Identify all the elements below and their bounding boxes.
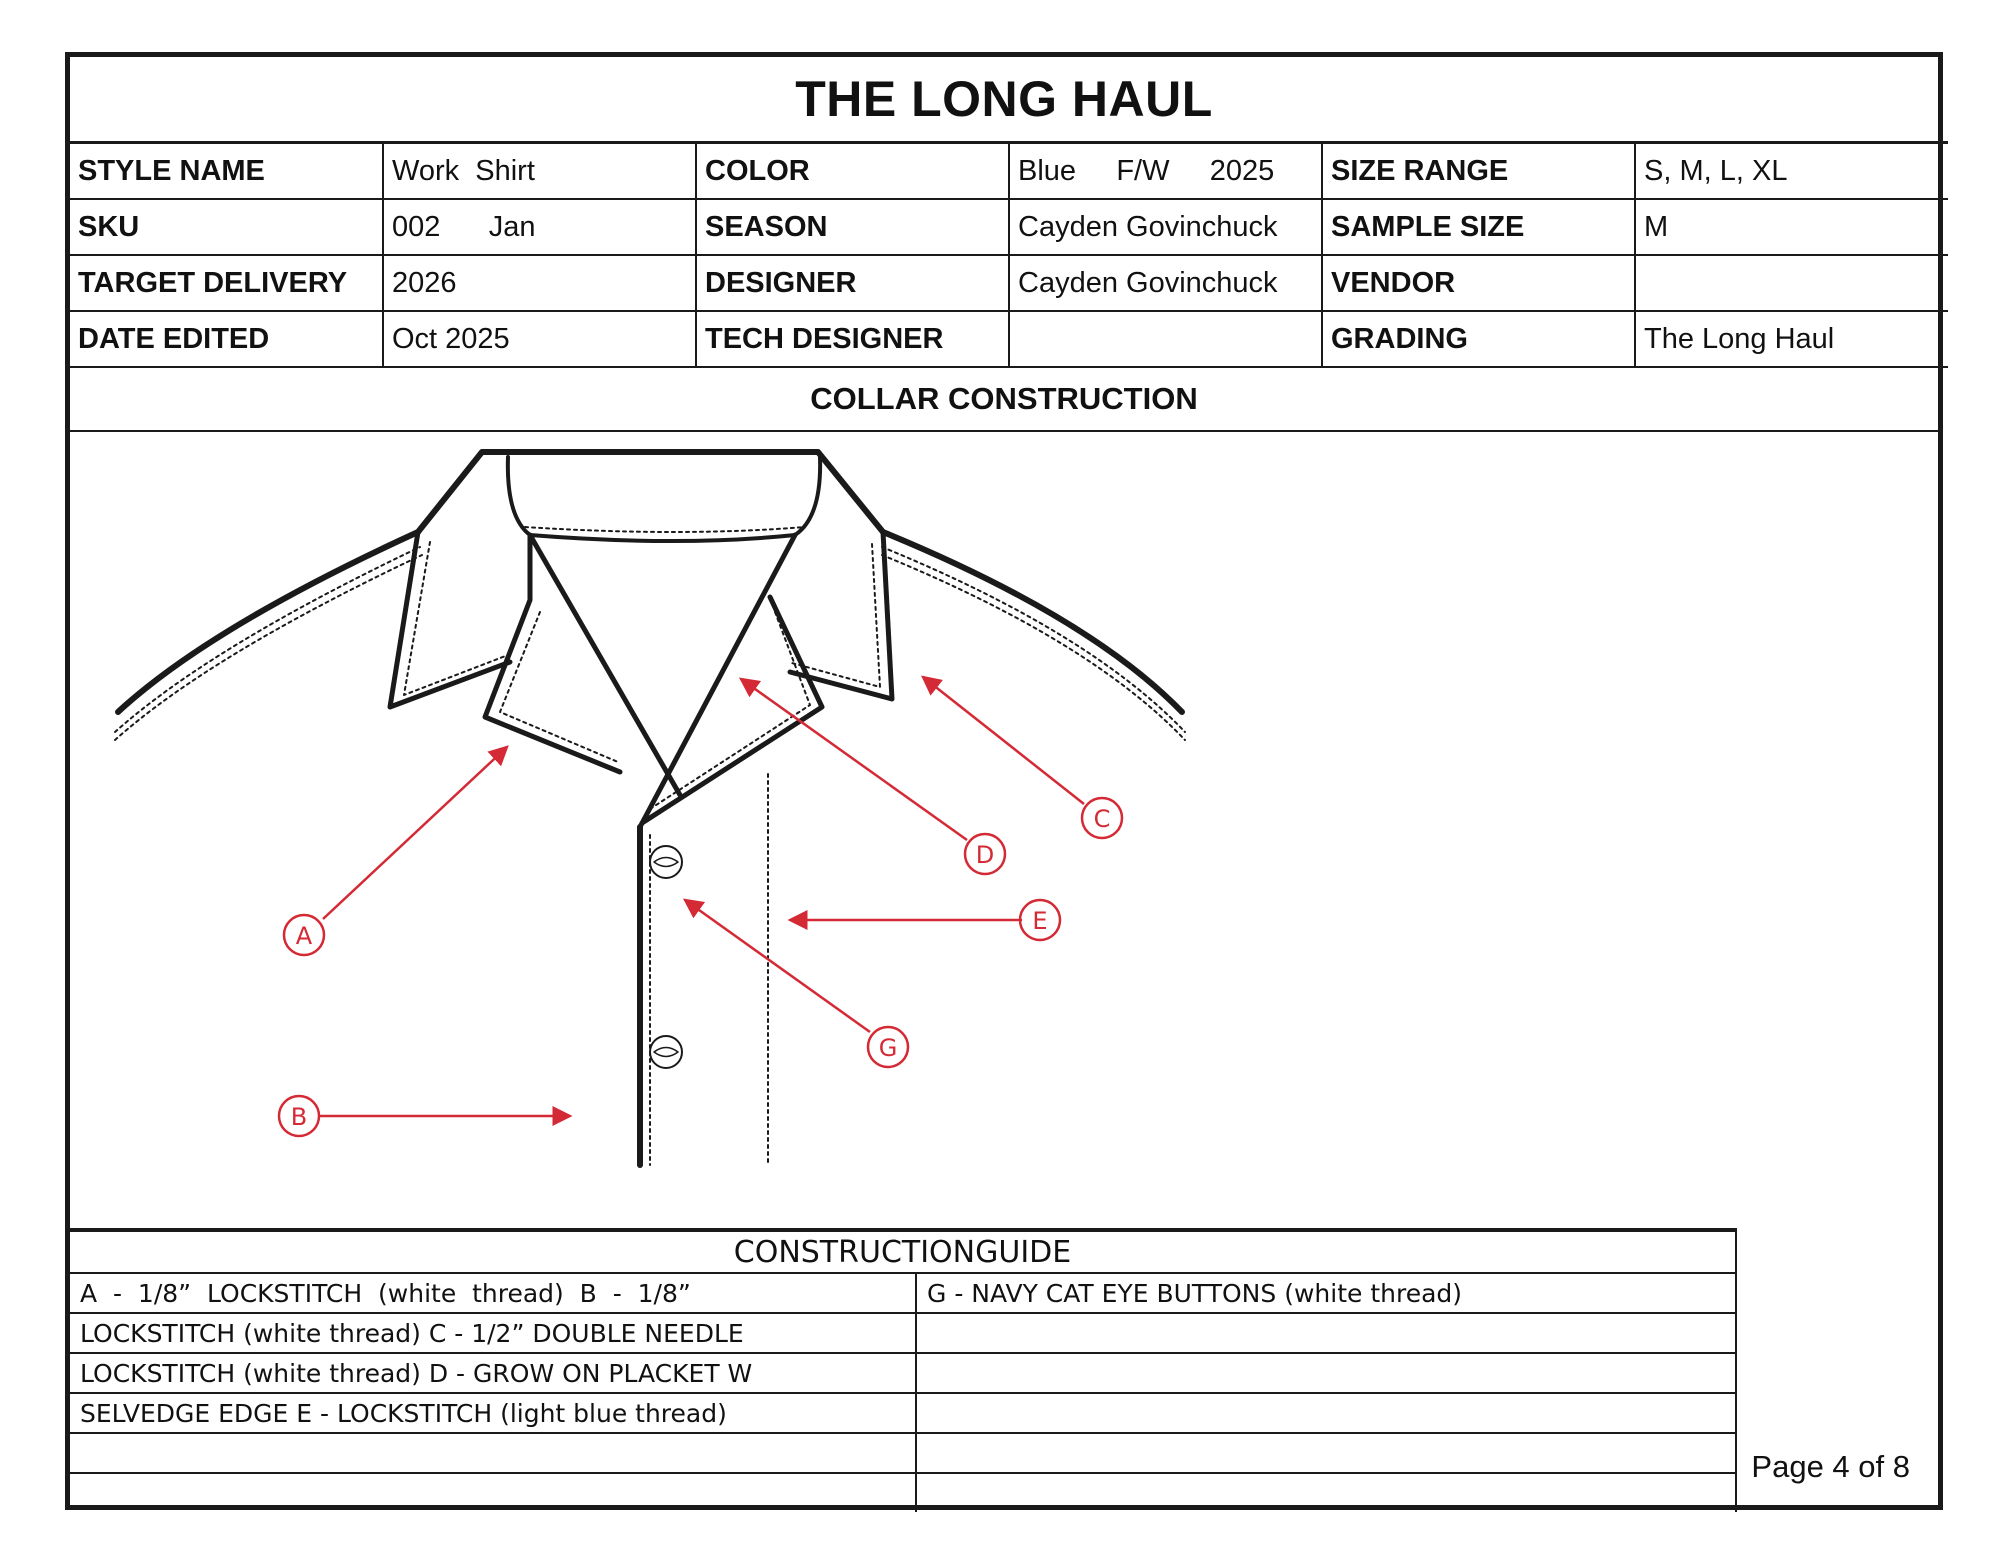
left-shoulder-line <box>118 532 418 712</box>
guide-left-cell: A - 1/8” LOCKSTITCH (white thread) B - 1/8” <box>70 1273 916 1313</box>
callout-c-arrow <box>923 677 1084 804</box>
guide-left-cell: LOCKSTITCH (white thread) C - 1/2” DOUBLE NEEDLE <box>70 1313 916 1353</box>
brand-title: THE LONG HAUL <box>795 71 1213 127</box>
sample-size-label: SAMPLE SIZE <box>1322 199 1635 255</box>
sample-size-value: M <box>1635 199 1948 255</box>
season-value: Cayden Govinchuck <box>1009 199 1322 255</box>
style-name-value: Work Shirt <box>383 143 696 200</box>
callout-d-label: D <box>975 841 995 869</box>
right-shoulder-line <box>883 532 1182 712</box>
guide-left-cell: LOCKSTITCH (white thread) D - GROW ON PLACKET W <box>70 1353 916 1393</box>
guide-left-cell <box>70 1473 916 1512</box>
button-upper <box>650 846 682 878</box>
button-lower <box>650 1036 682 1068</box>
guide-right-cell <box>916 1473 1736 1512</box>
construction-guide-heading: CONSTRUCTIONGUIDE <box>70 1230 1736 1273</box>
guide-left-cell <box>70 1433 916 1473</box>
size-range-label: SIZE RANGE <box>1322 143 1635 200</box>
guide-row <box>70 1273 1736 1313</box>
guide-left-cell: SELVEDGE EDGE E - LOCKSTITCH (light blue thread) <box>70 1393 916 1433</box>
callout-c-label: C <box>1093 805 1111 833</box>
designer-value: Cayden Govinchuck <box>1009 255 1322 311</box>
guide-right-cell <box>916 1353 1736 1393</box>
callout-d-arrow <box>741 679 967 840</box>
guide-row <box>70 1473 1736 1512</box>
guide-row <box>70 1353 1736 1393</box>
designer-label: DESIGNER <box>696 255 1009 311</box>
guide-row <box>70 1313 1736 1353</box>
color-label: COLOR <box>696 143 1009 200</box>
collar-band <box>418 452 883 532</box>
callout-g-label: G <box>878 1034 898 1062</box>
guide-right-cell <box>916 1393 1736 1433</box>
guide-right-cell <box>916 1313 1736 1353</box>
guide-row <box>70 1393 1736 1433</box>
callout-a-label: A <box>295 922 313 950</box>
right-lapel <box>640 535 822 827</box>
date-edited-label: DATE EDITED <box>70 311 383 367</box>
sku-value: 002 Jan <box>383 199 696 255</box>
page-number: Page 4 of 8 <box>1751 1449 1910 1484</box>
target-delivery-label: TARGET DELIVERY <box>70 255 383 311</box>
guide-row <box>70 1433 1736 1473</box>
date-edited-value: Oct 2025 <box>383 311 696 367</box>
guide-right-cell: G - NAVY CAT EYE BUTTONS (white thread) <box>916 1273 1736 1313</box>
callout-b-label: B <box>290 1103 308 1131</box>
tech-designer-label: TECH DESIGNER <box>696 311 1009 367</box>
style-name-label: STYLE NAME <box>70 143 383 200</box>
callout-a-arrow <box>323 747 507 919</box>
vendor-label: VENDOR <box>1322 255 1635 311</box>
left-collar-point <box>390 532 510 707</box>
left-lapel <box>485 535 680 795</box>
grading-value: The Long Haul <box>1635 311 1948 367</box>
construction-guide-table <box>70 1228 1737 1512</box>
callout-e-label: E <box>1032 907 1048 935</box>
target-delivery-value: 2026 <box>383 255 696 311</box>
color-value: Blue F/W 2025 <box>1009 143 1322 200</box>
season-label: SEASON <box>696 199 1009 255</box>
sku-label: SKU <box>70 199 383 255</box>
tech-pack-sheet <box>65 52 1943 1510</box>
grading-label: GRADING <box>1322 311 1635 367</box>
section-title: COLLAR CONSTRUCTION <box>70 368 1938 432</box>
size-range-value: S, M, L, XL <box>1635 143 1948 200</box>
guide-right-cell <box>916 1433 1736 1473</box>
